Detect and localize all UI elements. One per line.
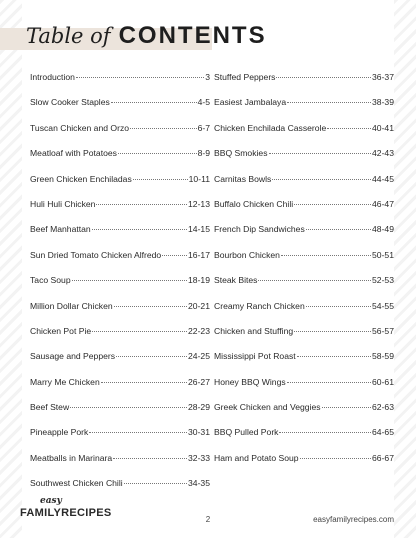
toc-entry-title: Chicken and Stuffing — [214, 325, 294, 336]
toc-entry — [214, 72, 394, 97]
dot-leader — [327, 128, 371, 129]
title-bold: CONTENTS — [118, 22, 267, 49]
toc-entry — [30, 275, 210, 300]
toc-entry-title: Carnitas Bowls — [214, 173, 272, 184]
toc-entry-title: Chicken Pot Pie — [30, 325, 92, 336]
toc-entry — [30, 148, 210, 173]
dot-leader — [92, 331, 187, 332]
toc-entry-title: Honey BBQ Wings — [214, 376, 286, 387]
toc-entry-pages: 46-47 — [372, 198, 394, 209]
dot-leader — [279, 432, 371, 433]
toc-entry-pages: 14-15 — [188, 224, 210, 235]
toc-entry — [214, 453, 394, 478]
dot-leader — [70, 407, 187, 408]
toc-entry-title: Creamy Ranch Chicken — [214, 300, 305, 311]
toc-entry-title: Chicken Enchilada Casserole — [214, 122, 327, 133]
dot-leader — [287, 382, 371, 383]
toc-entry-pages: 10-11 — [188, 173, 210, 184]
toc-entry — [30, 174, 210, 199]
toc-entry-title: Huli Huli Chicken — [30, 198, 96, 209]
toc-entry — [214, 301, 394, 326]
toc-entry — [30, 97, 210, 122]
toc-entry — [30, 224, 210, 249]
toc-entry — [214, 148, 394, 173]
toc-entry — [30, 199, 210, 224]
toc-entry — [30, 453, 210, 478]
toc-entry-pages: 56-57 — [372, 325, 394, 336]
toc-entry-title: Buffalo Chicken Chili — [214, 198, 294, 209]
toc-entry-pages: 28-29 — [188, 402, 210, 413]
toc-entry-pages: 40-41 — [372, 122, 394, 133]
dot-leader — [92, 229, 187, 230]
dot-leader — [306, 229, 371, 230]
toc-entry — [214, 351, 394, 376]
dot-leader — [111, 102, 197, 103]
toc-entry — [30, 72, 210, 97]
toc-entry-title: Marry Me Chicken — [30, 376, 100, 387]
toc-entry-pages: 52-53 — [372, 275, 394, 286]
dot-leader — [287, 102, 371, 103]
toc-entry-title: Slow Cooker Staples — [30, 97, 110, 108]
dot-leader — [72, 280, 187, 281]
toc-entry-pages: 18-19 — [188, 275, 210, 286]
dot-leader — [294, 331, 371, 332]
toc-entry-title: Beef Stew — [30, 402, 70, 413]
dot-leader — [133, 179, 188, 180]
toc-entry-title: Steak Bites — [214, 275, 258, 286]
dot-leader — [300, 458, 371, 459]
toc-entry-pages: 62-63 — [372, 402, 394, 413]
toc-left-column — [30, 72, 210, 504]
toc-entry — [30, 123, 210, 148]
dot-leader — [258, 280, 371, 281]
toc-entry — [30, 402, 210, 427]
toc-entry — [214, 224, 394, 249]
toc-entry-title: Taco Soup — [30, 275, 71, 286]
toc-entry-title: Sun Dried Tomato Chicken Alfredo — [30, 249, 162, 260]
page-number: 2 — [205, 515, 211, 524]
toc-entry-title: Ham and Potato Soup — [214, 452, 299, 463]
dot-leader — [101, 382, 187, 383]
dot-leader — [118, 153, 197, 154]
dot-leader — [281, 255, 371, 256]
toc-entry-pages: 54-55 — [372, 300, 394, 311]
dot-leader — [272, 179, 371, 180]
toc-entry-title: Tuscan Chicken and Orzo — [30, 122, 130, 133]
toc-entry-title: BBQ Smokies — [214, 148, 268, 159]
dot-leader — [306, 306, 371, 307]
toc-entry-pages: 34-35 — [188, 478, 210, 489]
toc-entry-pages: 32-33 — [188, 452, 210, 463]
toc-entry-pages: 24-25 — [188, 351, 210, 362]
toc-entry-pages: 12-13 — [188, 198, 210, 209]
toc-entry-title: Southwest Chicken Chili — [30, 478, 123, 489]
toc-entry-pages: 38-39 — [372, 97, 394, 108]
toc-entry-pages: 66-67 — [372, 452, 394, 463]
toc-entry-title: Greek Chicken and Veggies — [214, 402, 321, 413]
toc-entry-title: Beef Manhattan — [30, 224, 91, 235]
toc-entry-title: Mississippi Pot Roast — [214, 351, 296, 362]
toc-entry — [214, 250, 394, 275]
dot-leader — [322, 407, 371, 408]
toc-entry-title: Stuffed Peppers — [214, 72, 276, 82]
toc-entry-title: Introduction — [30, 72, 75, 82]
toc-entry-pages: 58-59 — [372, 351, 394, 362]
toc-entry-pages: 6-7 — [197, 122, 210, 133]
toc-entry — [214, 275, 394, 300]
dot-leader — [76, 77, 204, 78]
dot-leader — [116, 356, 187, 357]
toc-entry-pages: 16-17 — [188, 249, 210, 260]
toc-entry-title: Meatloaf with Potatoes — [30, 148, 117, 159]
dot-leader — [89, 432, 187, 433]
toc-entry-pages: 50-51 — [372, 249, 394, 260]
toc-entry-title: Easiest Jambalaya — [214, 97, 287, 108]
toc-entry-pages: 3 — [205, 72, 210, 82]
toc-entry-pages: 44-45 — [372, 173, 394, 184]
toc-entry-pages: 60-61 — [372, 376, 394, 387]
dot-leader — [114, 306, 187, 307]
toc-entry — [214, 174, 394, 199]
toc-entry — [214, 326, 394, 351]
toc-entry — [30, 301, 210, 326]
toc-entry — [214, 199, 394, 224]
dot-leader — [130, 128, 197, 129]
toc-entry-title: French Dip Sandwiches — [214, 224, 305, 235]
toc-entry — [214, 402, 394, 427]
dot-leader — [96, 204, 187, 205]
dot-leader — [162, 255, 187, 256]
title-script: Table of — [26, 24, 111, 48]
toc-entry-pages: 26-27 — [188, 376, 210, 387]
dot-leader — [276, 77, 371, 78]
toc-entry-pages: 4-5 — [197, 97, 210, 108]
left-stripe-decoration — [0, 0, 22, 538]
page-title — [26, 22, 267, 56]
toc-entry-pages: 64-65 — [372, 427, 394, 438]
toc-entry — [214, 123, 394, 148]
toc-entry-title: Million Dollar Chicken — [30, 300, 113, 311]
dot-leader — [124, 483, 187, 484]
logo-brand-text: FAMILYRECIPES — [20, 507, 112, 519]
toc-entry — [30, 377, 210, 402]
toc-entry-pages: 48-49 — [372, 224, 394, 235]
toc-entry-pages: 36-37 — [372, 72, 394, 82]
toc-entry-pages: 22-23 — [188, 325, 210, 336]
toc-entry-title: Sausage and Peppers — [30, 351, 116, 362]
toc-entry-title: Green Chicken Enchiladas — [30, 173, 132, 184]
toc-right-column — [214, 72, 394, 478]
toc-entry-pages: 8-9 — [197, 148, 210, 159]
toc-entry-pages: 20-21 — [188, 300, 210, 311]
toc-entry — [214, 377, 394, 402]
toc-entry — [30, 351, 210, 376]
toc-entry-title: Bourbon Chicken — [214, 249, 280, 260]
toc-entry-title: Meatballs in Marinara — [30, 452, 113, 463]
dot-leader — [297, 356, 371, 357]
toc-entry-pages: 30-31 — [188, 427, 210, 438]
logo-easy-text: easy — [40, 496, 62, 506]
dot-leader — [269, 153, 372, 154]
toc-entry-pages: 42-43 — [372, 148, 394, 159]
toc-entry — [30, 250, 210, 275]
dot-leader — [294, 204, 371, 205]
website-url: easyfamilyrecipes.com — [313, 515, 394, 524]
toc-entry-title: BBQ Pulled Pork — [214, 427, 279, 438]
right-stripe-decoration — [394, 0, 416, 538]
toc-entry-title: Pineapple Pork — [30, 427, 89, 438]
toc-entry — [30, 326, 210, 351]
toc-entry — [214, 427, 394, 452]
toc-entry — [30, 427, 210, 452]
dot-leader — [113, 458, 187, 459]
toc-entry — [214, 97, 394, 122]
